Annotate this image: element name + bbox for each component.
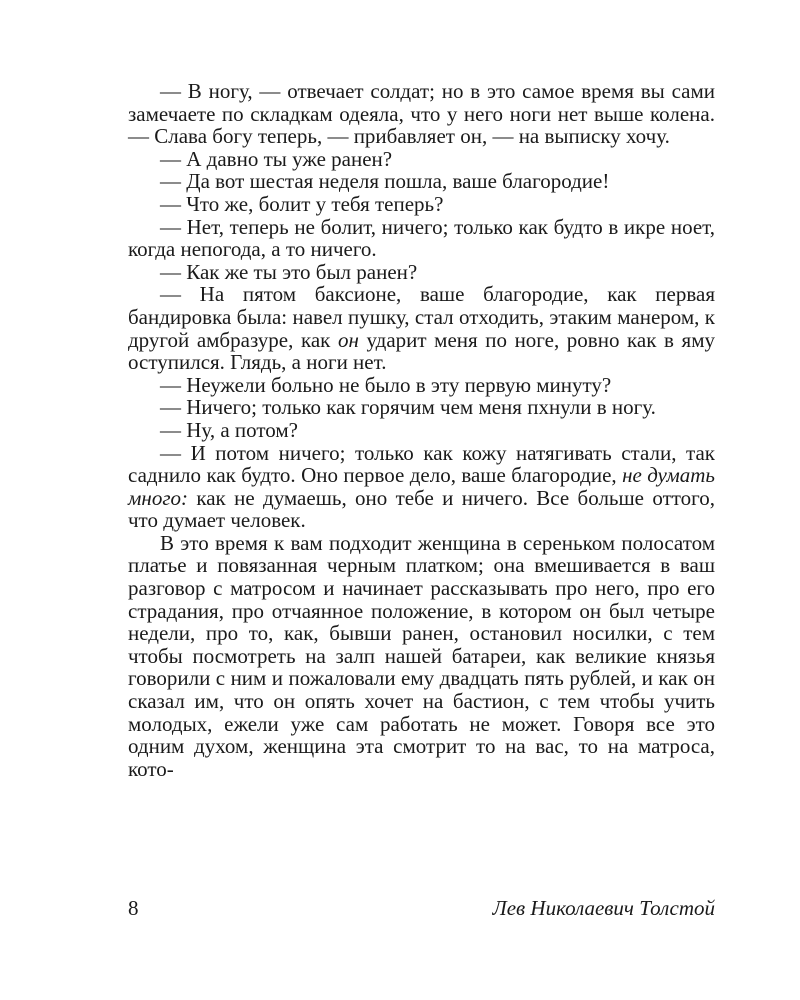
paragraph-12: В это время к вам подходит женщина в сереньком полосатом платье и повязанная черным платком; она вмешивается в ваш разговор с матросом и начинает рассказывать про него, про его страдания, про отчаянное положение, в котором он был четыре недели, про то, как, бывши ранен, остановил носилки, с тем чтобы посмотреть на залп нашей батареи, как великие князья говорили с ним и пожаловали ему двадцать пять рублей, и как он сказал им, что он опять хочет на бастион, с тем чтобы учить молодых, ежели уже сам работать не может. Говоря все это одним духом, женщина эта смотрит то на вас, то на матроса, кото- bbox=[128, 530, 715, 781]
paragraph-5: — Нет, теперь не болит, ничего; только как будто в икре ноет, когда непогода, а то ничего. bbox=[128, 214, 715, 262]
paragraph-2: — А давно ты уже ранен? bbox=[160, 146, 393, 171]
paragraph-11-emphasis: не думать много: bbox=[128, 463, 715, 510]
page-footer bbox=[128, 893, 715, 923]
paragraph-4: — Что же, болит у тебя теперь? bbox=[160, 191, 444, 216]
paragraph-6: — Как же ты это был ранен? bbox=[160, 259, 418, 284]
paragraph-7-text-end: ударит меня по ноге, ровно как в яму оступился. Глядь, а ноги нет. bbox=[128, 327, 715, 375]
paragraph-3: — Да вот шестая неделя пошла, ваше благородие! bbox=[160, 169, 610, 194]
running-head-author: Лев Николаевич Толстой bbox=[492, 896, 715, 920]
page-number: 8 bbox=[128, 896, 139, 920]
paragraph-7-text-start: — На пятом баксионе, ваше благородие, как первая бандировка была: навел пушку, стал отходить, этаким манером, к другой амбразуре, как bbox=[128, 282, 715, 352]
paragraph-11-text-start: — И потом ничего; только как кожу натягивать стали, так саднило как будто. Оно первое дело, ваше благородие, bbox=[128, 440, 715, 488]
paragraph-7 bbox=[128, 283, 715, 373]
paragraph-8: — Неужели больно не было в эту первую минуту? bbox=[160, 372, 612, 397]
paragraph-10: — Ну, а потом? bbox=[160, 417, 298, 442]
paragraph-1: — В ногу, — отвечает солдат; но в это самое время вы сами замечаете по складкам одеяла, что у него ноги нет выше колена. — Слава богу теперь, — прибавляет он, — на выписку хочу. bbox=[128, 79, 715, 149]
paragraph-9: — Ничего; только как горячим чем меня пхнули в ногу. bbox=[160, 395, 656, 420]
paragraph-11-text-end: как не думаешь, оно тебе и ничего. Все больше оттого, что думает человек. bbox=[128, 485, 715, 533]
paragraph-7-emphasis: он bbox=[337, 327, 359, 352]
page-body bbox=[128, 80, 715, 780]
paragraph-11 bbox=[128, 442, 715, 532]
